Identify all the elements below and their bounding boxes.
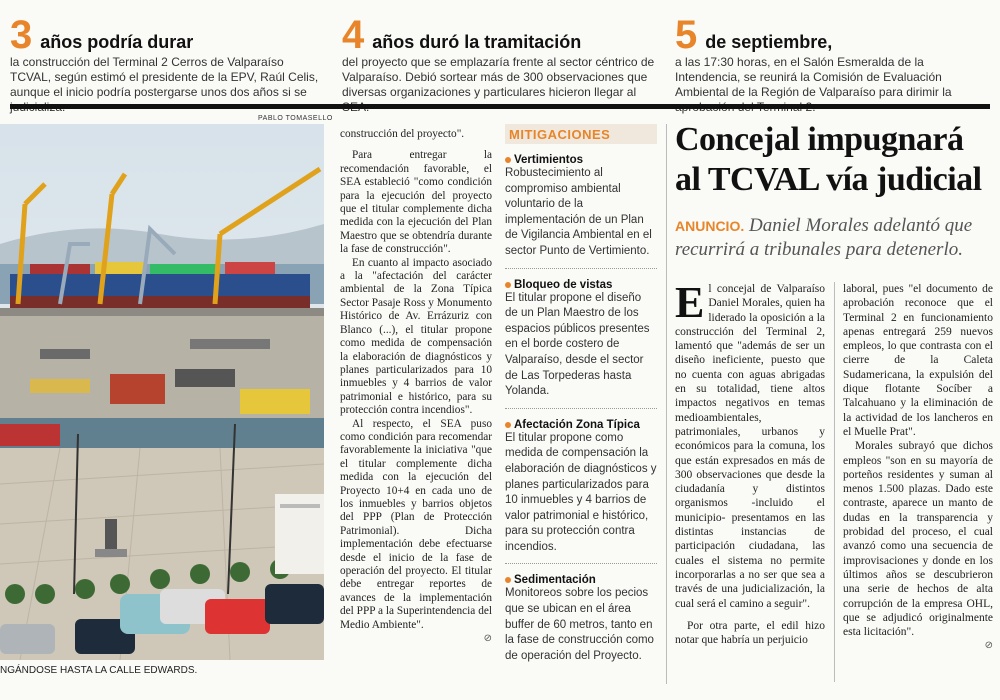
article-column-1 [675, 278, 825, 647]
fact-number: 5 [675, 13, 698, 57]
paragraph: Al respecto, el SEA puso como condición para recomendar favorablemente la iniciativa "que el titular complemente dicha medida con la ejecución del Proyecto 10+4 en cada uno de los inmuebles y barrios objetos del PPP (Plan de Protección Patrimonial). Dicha implementación debe efectuarse desde el inicio de la fase de operación del proyecto. El titular debe entregar reportes de avances de la implementación del PPP a la Superintendencia del Medio Ambiente". [340, 417, 492, 631]
photo-credit: PABLO TOMASELLO [258, 115, 333, 122]
divider [505, 268, 657, 269]
fact-3 [675, 13, 991, 100]
item-title: Bloqueo de vistas [514, 278, 613, 291]
list-item [505, 574, 657, 664]
article-headline: Concejal impugnará al TCVAL vía judicial [675, 121, 982, 198]
item-title: Vertimientos [514, 154, 584, 166]
item-text: Robustecimiento al compromiso ambiental voluntario de la implementación de un Plan de Vigilancia Ambiental en el sector Punto de Vertimiento. [505, 167, 652, 257]
bullet-icon [505, 157, 511, 163]
fact-2 [342, 13, 658, 100]
deck-kicker: ANUNCIO. [675, 218, 745, 234]
mitigaciones-box [505, 124, 657, 664]
fact-1 [10, 13, 326, 100]
paragraph: Para entregar la recomendación favorable, el SEA estableció "como condición para la ejecución del proyecto que el titular complemente dicha medida con la ejecución del Plan Maestro que se obtendría durante la fase de construcción". [340, 149, 492, 256]
fact-title: de septiembre, [705, 32, 833, 52]
fact-body: a las 17:30 horas, en el Salón Esmeralda de la Intendencia, se reunirá la Comisión de Evaluación Ambiental de la Región de Valparaíso para dirimir la [675, 55, 952, 99]
end-mark-icon: ⊘ [483, 633, 492, 645]
drop-cap: E [675, 278, 705, 327]
paragraph: En cuanto al impacto asociado a la "afectación del carácter ambiental de la Zona Típica Sector Pasaje Ross y Monumento Histórico de Av. Errázuriz con Blanco (...), el titular propone como medida de compensación la elaboración de diagnósticos y planes particularizados para 10 inmuebles y 4 barrios de valor patrimonial e histórico, para su protección contra incendios". [340, 256, 492, 417]
fact-body: del proyecto que se emplazaría frente al sector céntrico de Valparaíso. Debió sortear más de 300 observaciones que diversas organizaciones y particulares hicieron llegar al [342, 55, 655, 99]
article-column-2 [843, 282, 993, 654]
item-text: El titular propone como medida de compensación la elaboración de diagnósticos y planes particularizados para 10 inmuebles y 4 barrios de valor patrimonial e histórico, para su protección contra incendios. [505, 431, 657, 553]
column-divider [666, 124, 667, 684]
port-photo [0, 124, 324, 660]
article-deck [675, 214, 995, 262]
paragraph: Por otra parte, el edil hizo notar que habría un perjuicio [675, 619, 825, 647]
paragraph: l concejal de Valparaíso Daniel Morales, quien ha liderado la oposición a la construcción del Terminal 2, lamentó que "además de ser un diseño ineficiente, puesto que no cuenta con aguas abrigadas en su totalidad, tiene altos impactos negativos en temas medioambientales, patrimoniales, urbanos y económicos para la comuna, los que están expresados en más de 300 observaciones que desde la ciudadanía y distintos organismos -incluido el municipio- presentamos en las distintas instancias de participación ciudadana, las cuales el sistema no permite incorporarlas a no ser que sea a través de una judicialización, la cual será el camino a seguir". [675, 283, 825, 610]
body-column [340, 128, 492, 645]
paragraph: Morales subrayó que dichos empleos "son en su mayoría de porteños residentes y suman al menos 1.500 plazas. Dado este contraste, aparece un manto de dudas en la transparencia y probidad del proceso, el cual avanzó como una secuencia de improvisaciones y donde en los últimos años se descubrieron una serie de hechos de alta corrupción de la empresa OHL, que se adjudicó originalmente esta licitación". [843, 440, 993, 639]
photo-caption: NGÁNDOSE HASTA LA CALLE EDWARDS. [0, 665, 198, 676]
list-item [505, 154, 657, 269]
list-item [505, 419, 657, 565]
divider [505, 408, 657, 409]
fact-body: la construcción del Terminal 2 Cerros de Valparaíso TCVAL, según estimó el presidente de la EPV, Raúl Celis, aunque el inicio podría postergarse unos dos años si se [10, 55, 319, 99]
paragraph: construcción del proyecto". [340, 128, 465, 140]
bullet-icon [505, 577, 511, 583]
list-item [505, 279, 657, 409]
item-text: Monitoreos sobre los pecios que se ubican en el área buffer de 60 metros, tanto en la fase de construcción como de operación del Proyecto. [505, 587, 654, 662]
mitigaciones-header: MITIGACIONES [505, 124, 657, 144]
item-title: Afectación Zona Típica [514, 418, 640, 431]
divider [505, 563, 657, 564]
fact-title: años podría durar [40, 32, 194, 52]
item-title: Sedimentación [514, 574, 596, 587]
item-text: El titular propone el diseño de un Plan Maestro de los espacios públicos presentes en el borde costero de Valparaíso, desde el sector de Las Torpederas hasta Yolanda. [505, 291, 650, 398]
fact-number: 4 [342, 13, 365, 57]
deck-text: Daniel Morales adelantó que recurrirá a tribunales para detenerlo. [675, 215, 973, 260]
top-rule [10, 104, 990, 109]
end-mark-icon: ⊘ [984, 640, 993, 652]
bullet-icon [505, 282, 511, 288]
fact-number: 3 [10, 13, 33, 57]
paragraph: laboral, pues "el documento de aprobación reconoce que el Terminal 2 en funcionamiento apenas entregará 259 nuevos empleos, lo que contrasta con el cierre de la Caleta Sudamericana, la expulsión del dique flotante Socíber a Talcahuano y la eliminación de la actividad de los lancheros en el Muelle Prat". [843, 283, 993, 438]
column-divider [834, 282, 835, 682]
bullet-icon [505, 422, 511, 428]
fact-title: años duró la tramitación [372, 32, 582, 52]
